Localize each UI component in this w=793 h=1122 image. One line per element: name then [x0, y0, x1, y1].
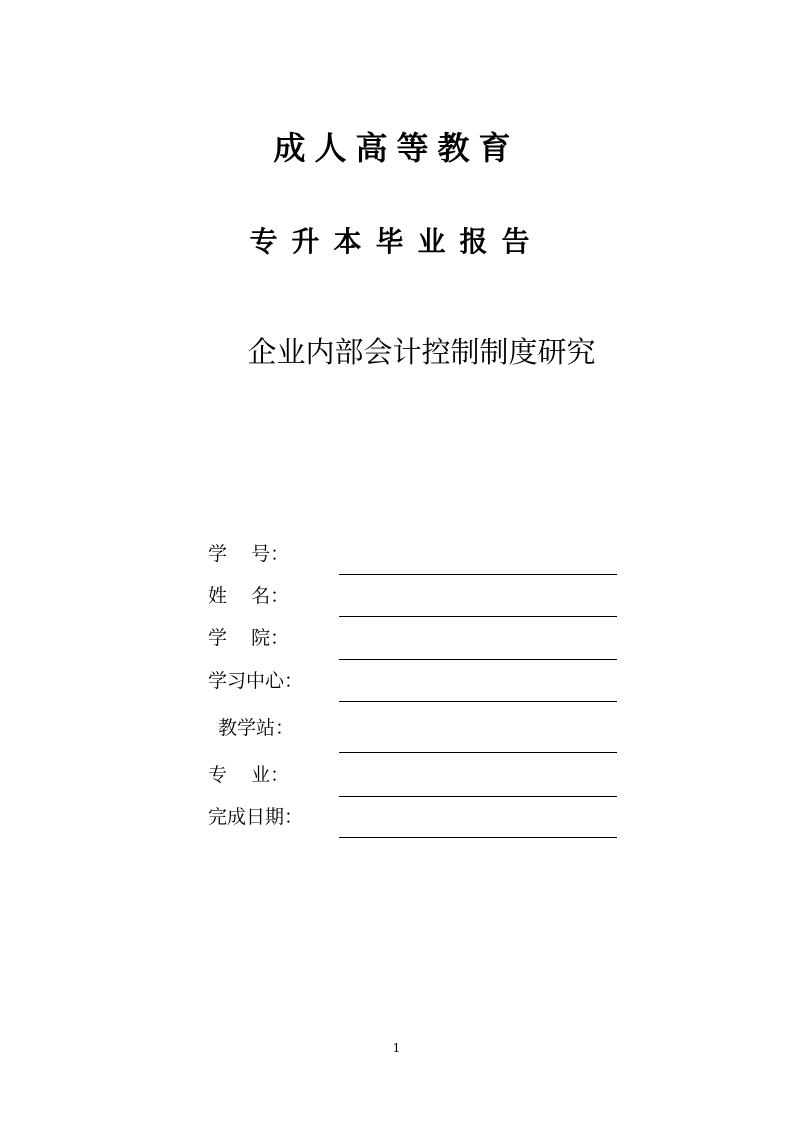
learning-center-line — [339, 701, 617, 702]
student-id-label: 学 号： — [208, 543, 290, 565]
learning-center-label: 学习中心： — [208, 670, 304, 692]
student-id-line — [339, 574, 617, 575]
report-title: 企业内部会计控制制度研究 — [247, 335, 596, 369]
completion-date-label: 完成日期： — [208, 806, 304, 828]
page-title: 成人高等教育 — [273, 129, 520, 167]
page-subtitle: 专升本毕业报告 — [249, 225, 544, 258]
teaching-station-label: 教学站： — [218, 717, 295, 739]
name-line — [339, 616, 617, 617]
teaching-station-line — [339, 752, 617, 753]
name-label: 姓 名： — [208, 585, 290, 607]
college-label: 学 院： — [208, 627, 290, 649]
major-label: 专 业： — [208, 764, 290, 786]
major-line — [339, 796, 617, 797]
completion-date-line — [339, 837, 617, 838]
college-line — [339, 659, 617, 660]
page-number: 1 — [392, 1041, 401, 1055]
